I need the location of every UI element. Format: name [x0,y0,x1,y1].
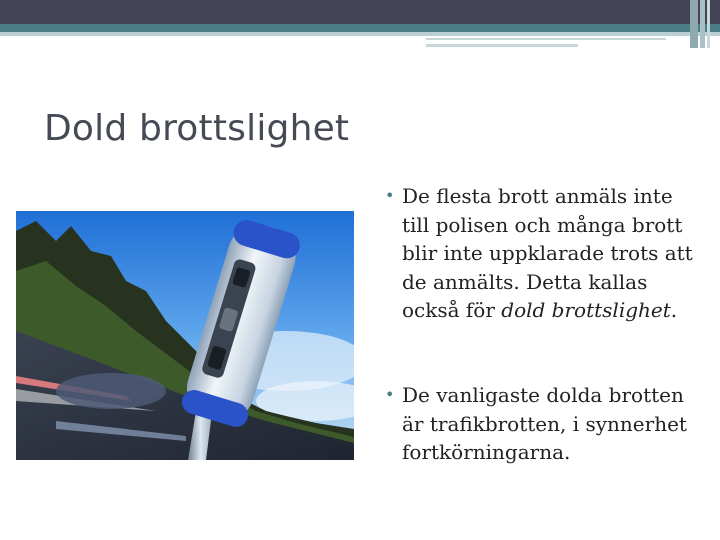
header-accent-line [426,38,666,40]
header-dark-stripe [0,0,720,24]
bullet-list [380,182,700,467]
header-side-bar [690,0,698,48]
bullet-text: De flesta brott anmäls inte till polisen och många brott blir inte uppklarade trots att de anmälts. Detta kallas också för [402,184,693,322]
slide-title: Dold brottslighet [44,108,350,149]
header-side-bar [700,0,705,48]
bullet-glyph: • [385,385,395,404]
bullet-glyph: • [385,186,395,205]
bullet-item [380,182,700,381]
bullet-emphasis: dold brottslighet [501,298,671,322]
header-teal-stripe [0,24,720,32]
bullet-text-end: . [670,298,678,322]
header-side-bar [707,0,710,48]
bullet-item [380,381,700,467]
header-light-stripe [0,32,720,36]
speed-camera-photo [16,211,354,460]
header-accent-line-short [426,44,578,47]
bullet-text: De vanligaste dolda brotten är trafikbrotten, i synnerhet fortkörningarna. [402,383,687,464]
